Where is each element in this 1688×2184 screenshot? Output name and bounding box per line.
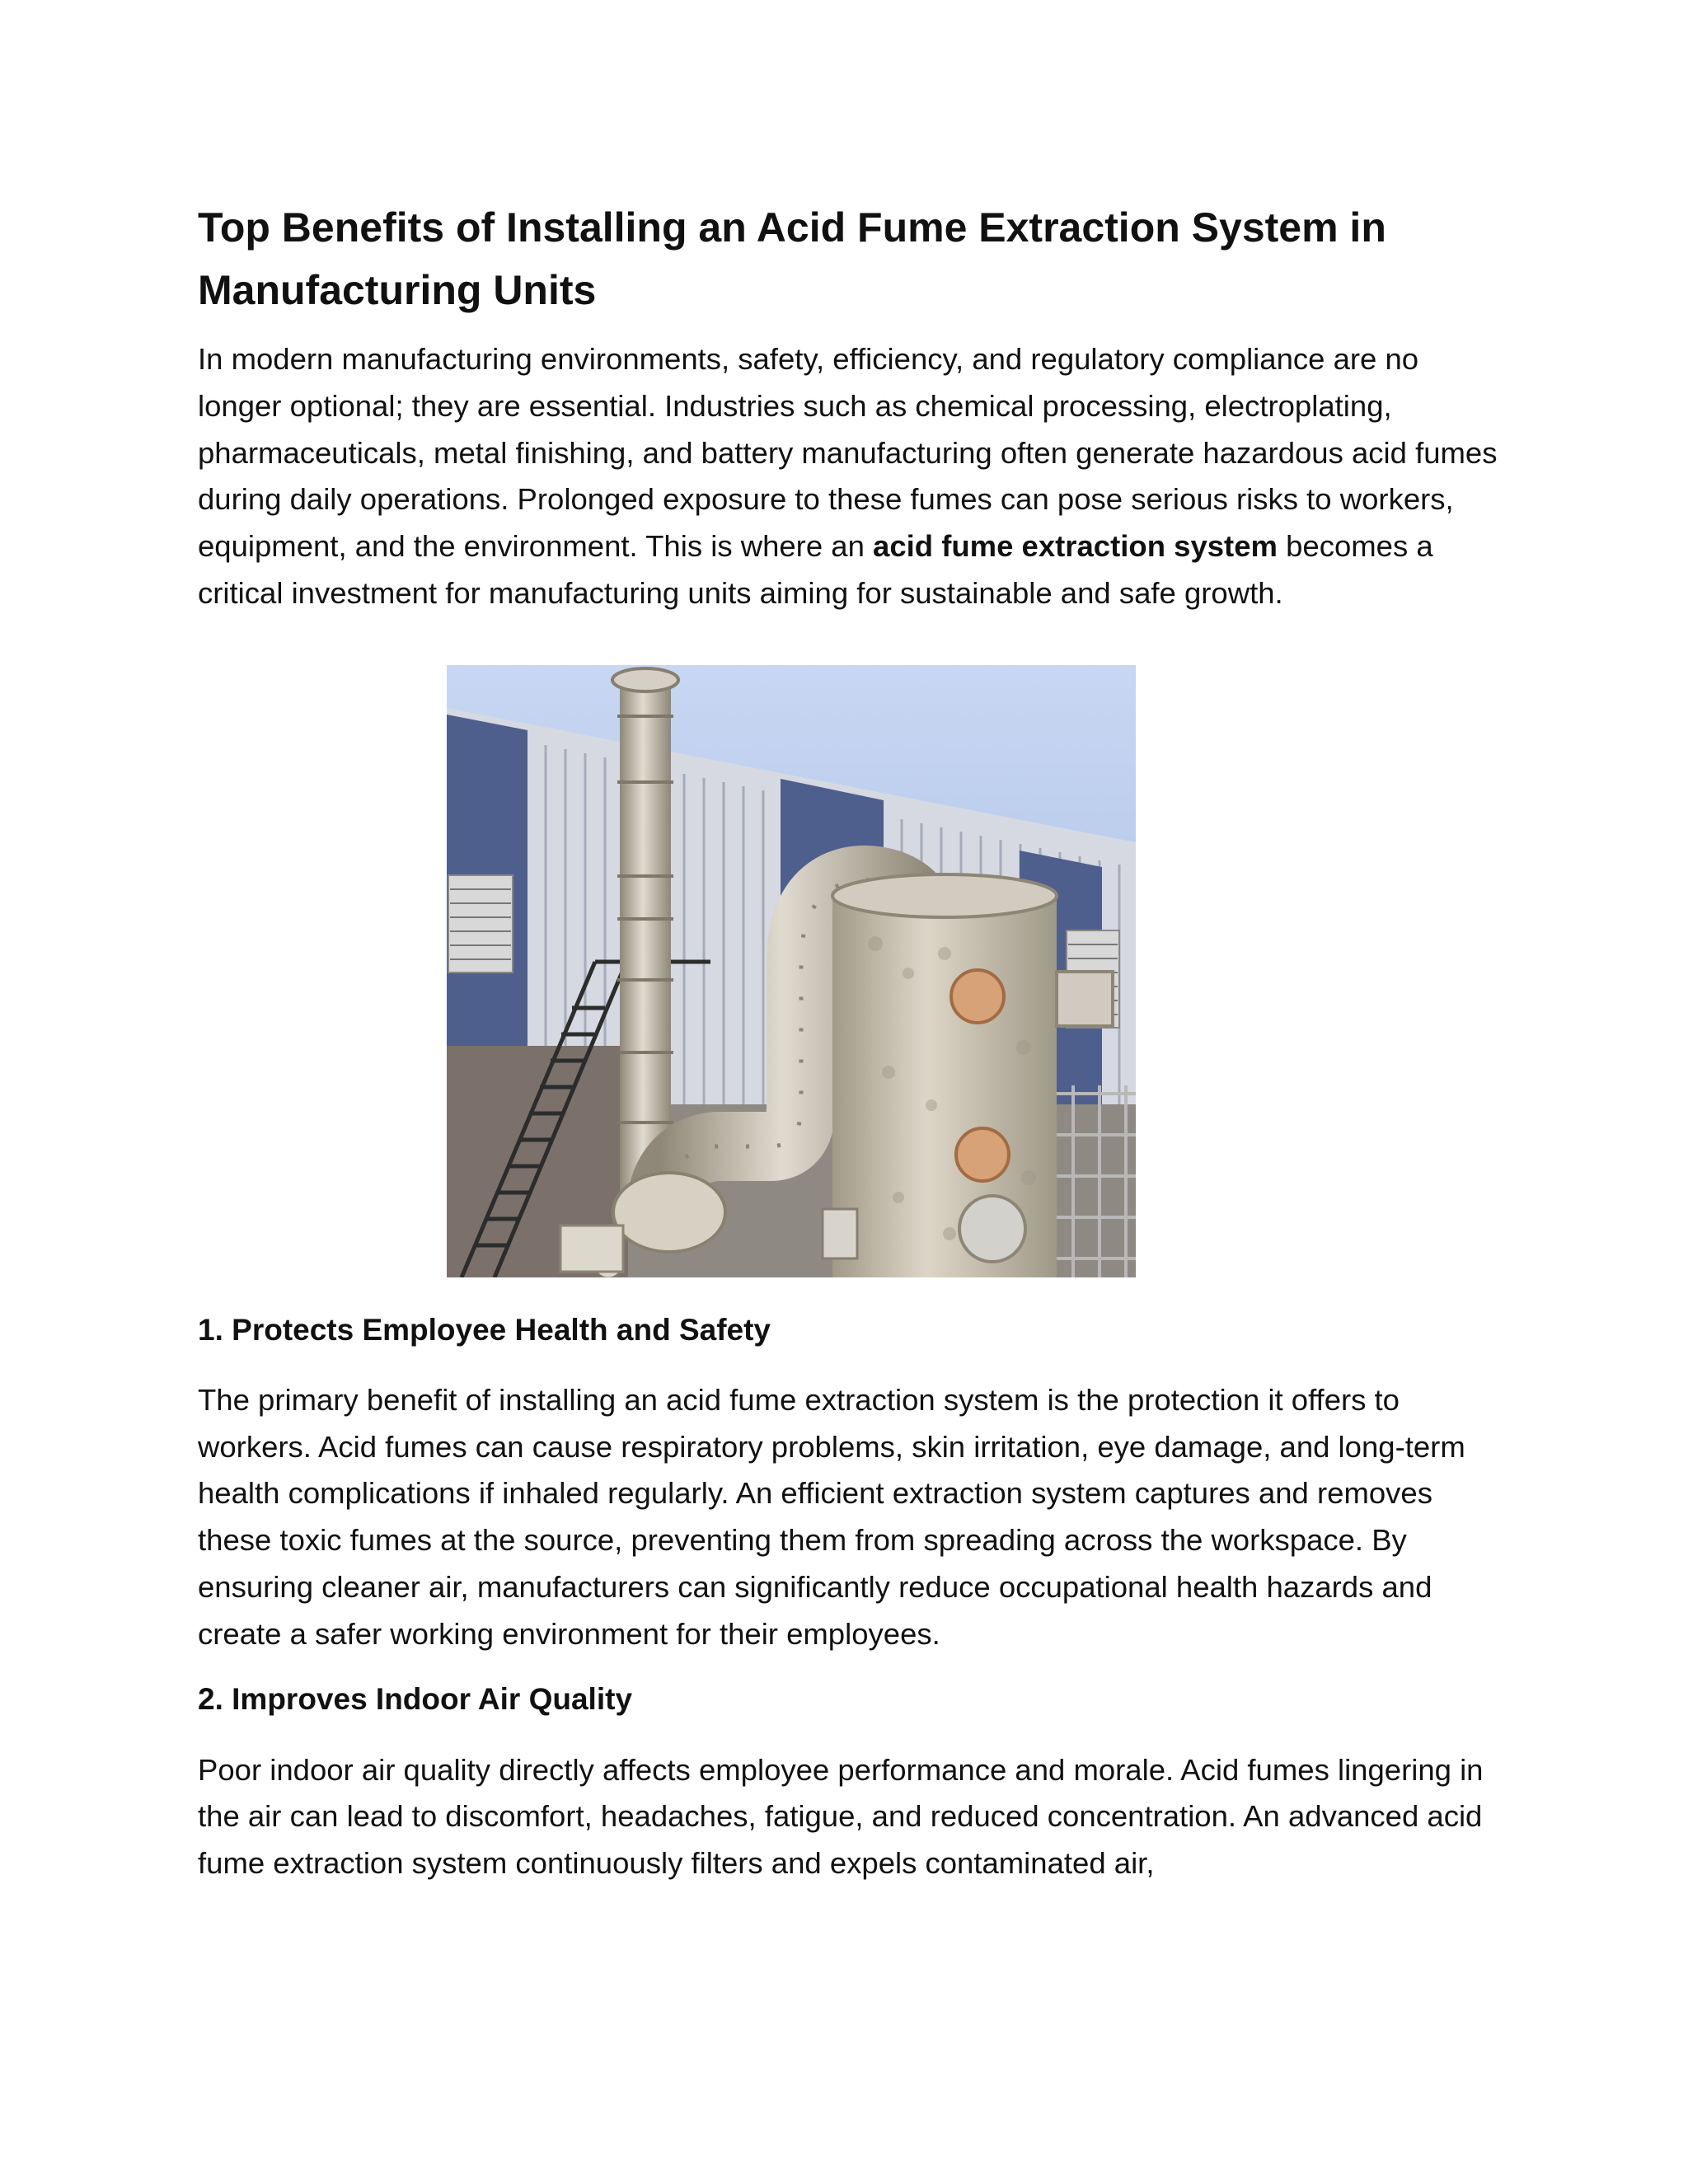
tower-top-rim — [832, 874, 1057, 917]
section-2-heading: 2. Improves Indoor Air Quality — [198, 1681, 633, 1716]
small-cabinet — [823, 1209, 857, 1258]
section-1-heading: 1. Protects Employee Health and Safety — [198, 1312, 771, 1347]
intro-bold-keyword: acid fume extraction system — [873, 529, 1278, 564]
inspection-hatch — [959, 1196, 1025, 1262]
intro-paragraph — [198, 336, 1500, 617]
intro-text-after-bold: becomes a critical investment for manufacturing units aiming for sustainable and safe growth. — [198, 529, 1433, 610]
section-2-paragraph: Poor indoor air quality directly affects employee performance and morale. Acid fumes lingering in the air can lead to discomfort, headaches, fatigue, and reduced concentration. An advanced acid fume extraction system continuously filters and expels contaminated air, — [198, 1752, 1484, 1881]
section-1-paragraph: The primary benefit of installing an acid fume extraction system is the protection it offers to workers. Acid fumes can cause respiratory problems, skin irritation, eye damage, and long-term health complications if inhaled regularly. An efficient extraction system captures and removes these toxic fumes at the source, preventing them from spreading across the workspace. By ensuring cleaner air, manufacturers can significantly reduce occupational health hazards and create a safer working environment for their employees. — [198, 1382, 1465, 1651]
intro-text-before-bold: In modern manufacturing environments, safety, efficiency, and regulatory compliance are no longer optional; they are essential. Industries such as chemical processing, electroplating, pharmaceuticals, metal finishing, and battery manufacturing often generate hazardous acid fumes during daily operations. Prolonged exposure to these fumes can pose serious risks to workers, equipment, and the environment. This is where an — [198, 342, 1498, 564]
stack-top-cap — [612, 668, 678, 691]
scrubber-illustration — [447, 665, 1136, 1277]
tower-side-platform — [1057, 972, 1113, 1026]
control-box — [560, 1226, 623, 1272]
blower-housing — [613, 1173, 725, 1252]
article — [198, 196, 1500, 1887]
industrial-scrubber-photo — [447, 665, 1136, 1277]
article-title: Top Benefits of Installing an Acid Fume Extraction System in Manufacturing Units — [198, 204, 1386, 313]
figure-row — [198, 665, 1500, 1277]
